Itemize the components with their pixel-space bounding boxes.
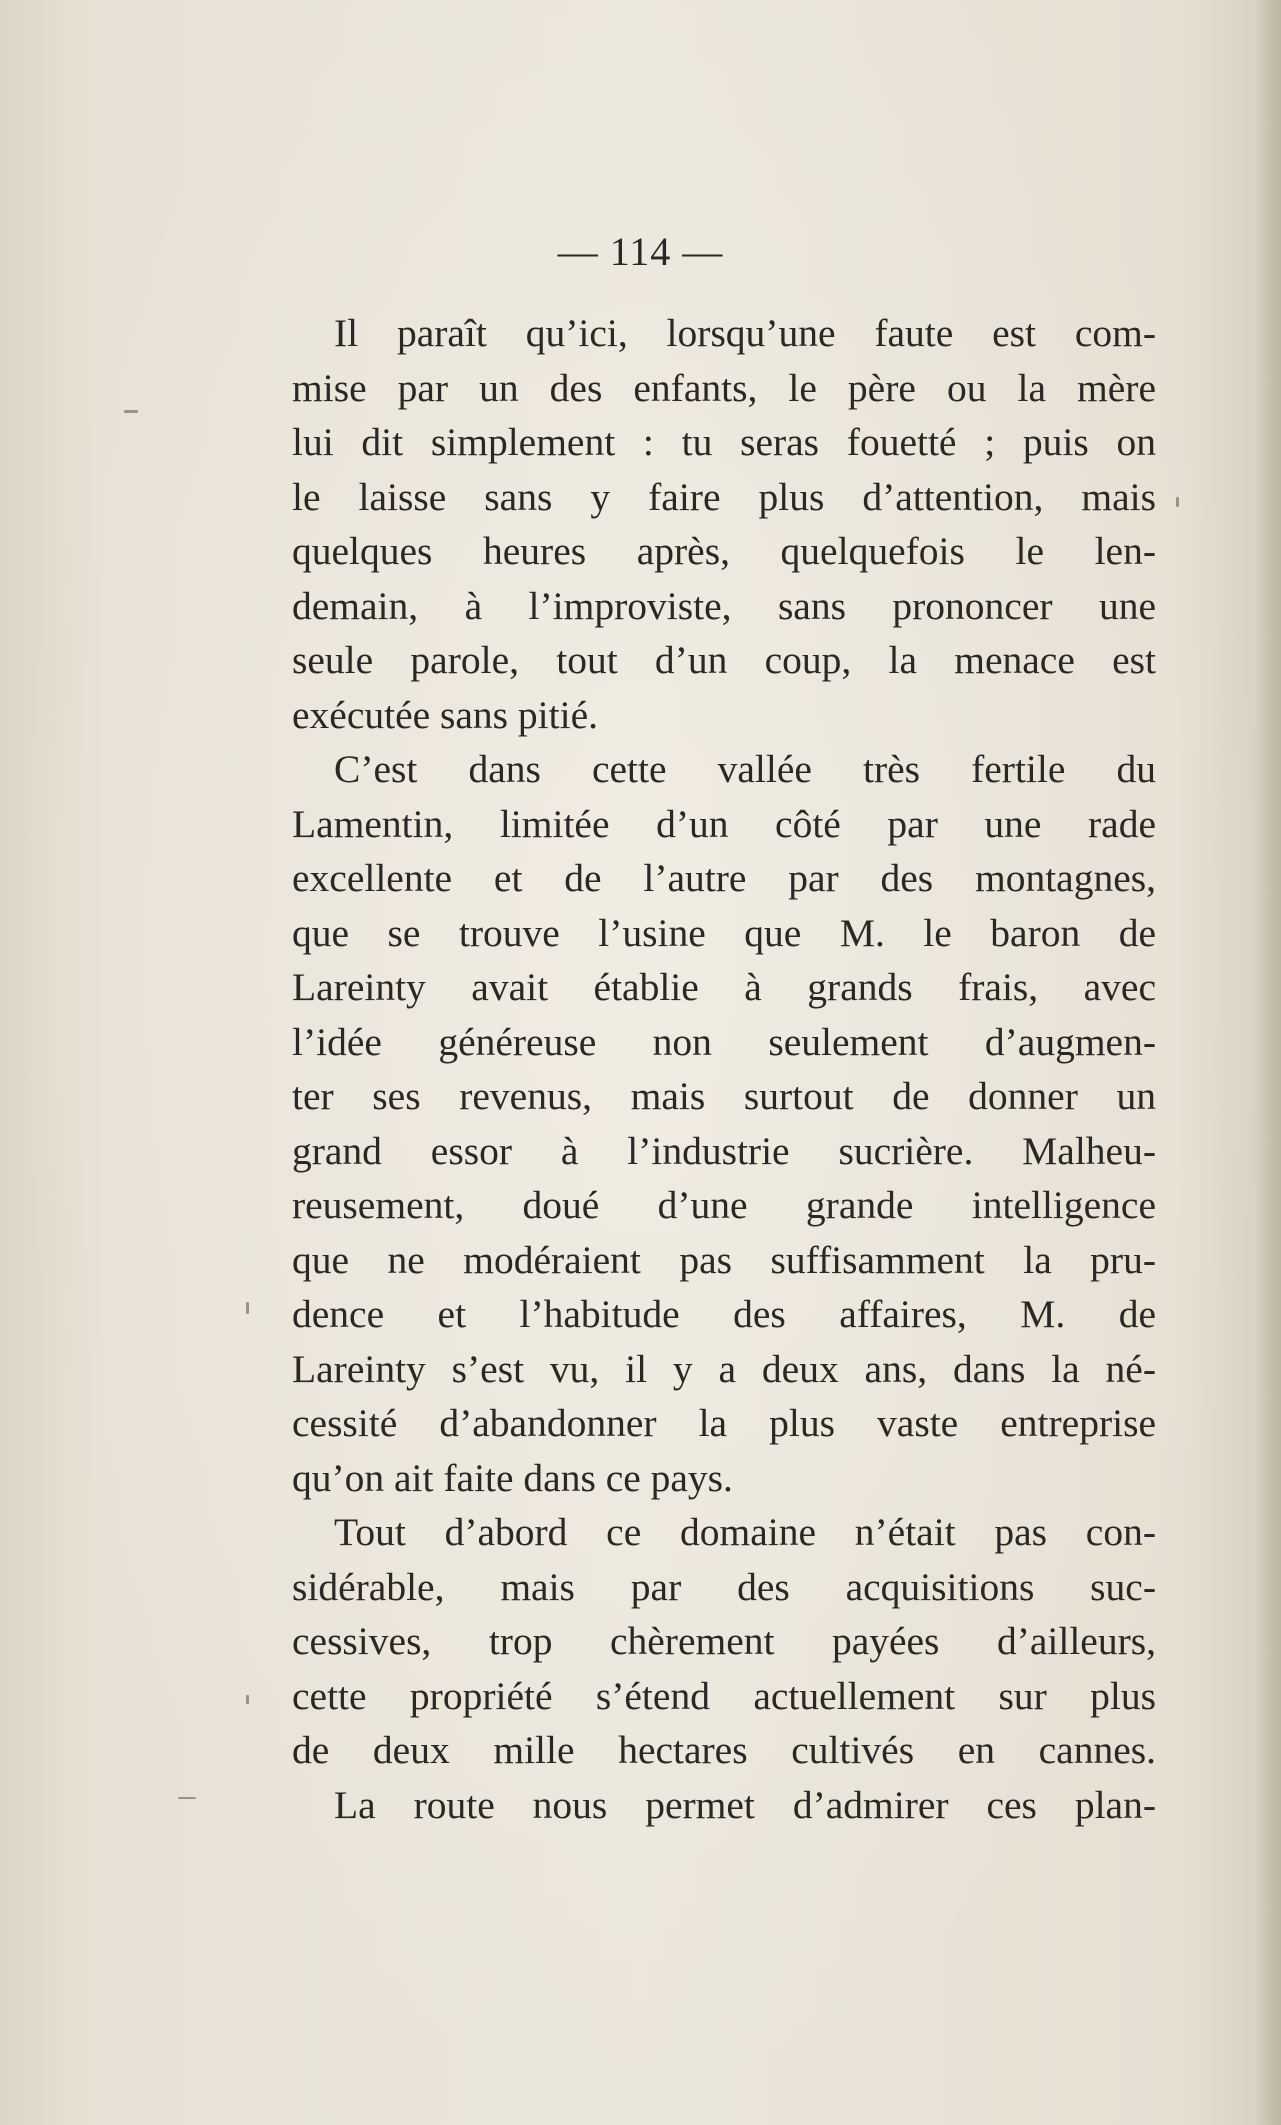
text-line: Tout d’abord ce domaine n’était pas con-	[334, 1510, 1156, 1554]
text-line: sidérable, mais par des acquisitions suc-	[292, 1564, 1156, 1609]
text-line: l’idée généreuse non seulement d’augmen-	[292, 1019, 1156, 1064]
paper-speck	[1176, 497, 1179, 507]
text-line: dence et l’habitude des affaires, M. de	[292, 1292, 1156, 1336]
text-line: Lareinty s’est vu, il y a deux ans, dans la né-	[292, 1346, 1156, 1391]
paper-speck	[246, 1695, 249, 1704]
text-line: mise par un des enfants, le père ou la mère	[292, 365, 1156, 410]
text-line: cessité d’abandonner la plus vaste entreprise	[292, 1401, 1156, 1445]
paper-speck	[178, 1797, 196, 1799]
text-line: que ne modéraient pas suffisamment la pru-	[292, 1237, 1156, 1282]
text-line: Lareinty avait établie à grands frais, avec	[292, 965, 1156, 1009]
text-line: C’est dans cette vallée très fertile du	[334, 747, 1156, 791]
text-line: reusement, doué d’une grande intelligence	[292, 1183, 1156, 1227]
body-text	[292, 306, 1156, 1832]
paper-speck	[124, 410, 138, 413]
text-line: exécutée sans pitié.	[292, 692, 598, 737]
text-line: que se trouve l’usine que M. le baron de	[292, 910, 1156, 955]
page-number: — 114 —	[557, 229, 724, 274]
text-line: Il paraît qu’ici, lorsqu’une faute est com-	[334, 311, 1156, 355]
text-line: ter ses revenus, mais surtout de donner un	[292, 1074, 1156, 1118]
text-line: lui dit simplement : tu seras fouetté ; puis on	[292, 420, 1156, 464]
text-line: demain, à l’improviste, sans prononcer une	[292, 583, 1156, 628]
text-line: seule parole, tout d’un coup, la menace est	[292, 638, 1156, 682]
page-edge-shadow	[1253, 0, 1281, 2125]
text-line: excellente et de l’autre par des montagnes,	[292, 856, 1156, 900]
text-line: qu’on ait faite dans ce pays.	[292, 1455, 733, 1500]
paper-speck	[246, 1302, 249, 1314]
text-line: quelques heures après, quelquefois le len-	[292, 529, 1156, 573]
text-line: Lamentin, limitée d’un côté par une rade	[292, 801, 1156, 846]
text-line: cessives, trop chèrement payées d’ailleurs,	[292, 1619, 1156, 1663]
text-line: de deux mille hectares cultivés en cannes.	[292, 1728, 1156, 1772]
text-line: La route nous permet d’admirer ces plan-	[334, 1782, 1156, 1827]
text-line: grand essor à l’industrie sucrière. Malheu-	[292, 1128, 1156, 1173]
text-line: cette propriété s’étend actuellement sur plus	[292, 1673, 1156, 1718]
text-line: le laisse sans y faire plus d’attention, mais	[292, 474, 1156, 519]
